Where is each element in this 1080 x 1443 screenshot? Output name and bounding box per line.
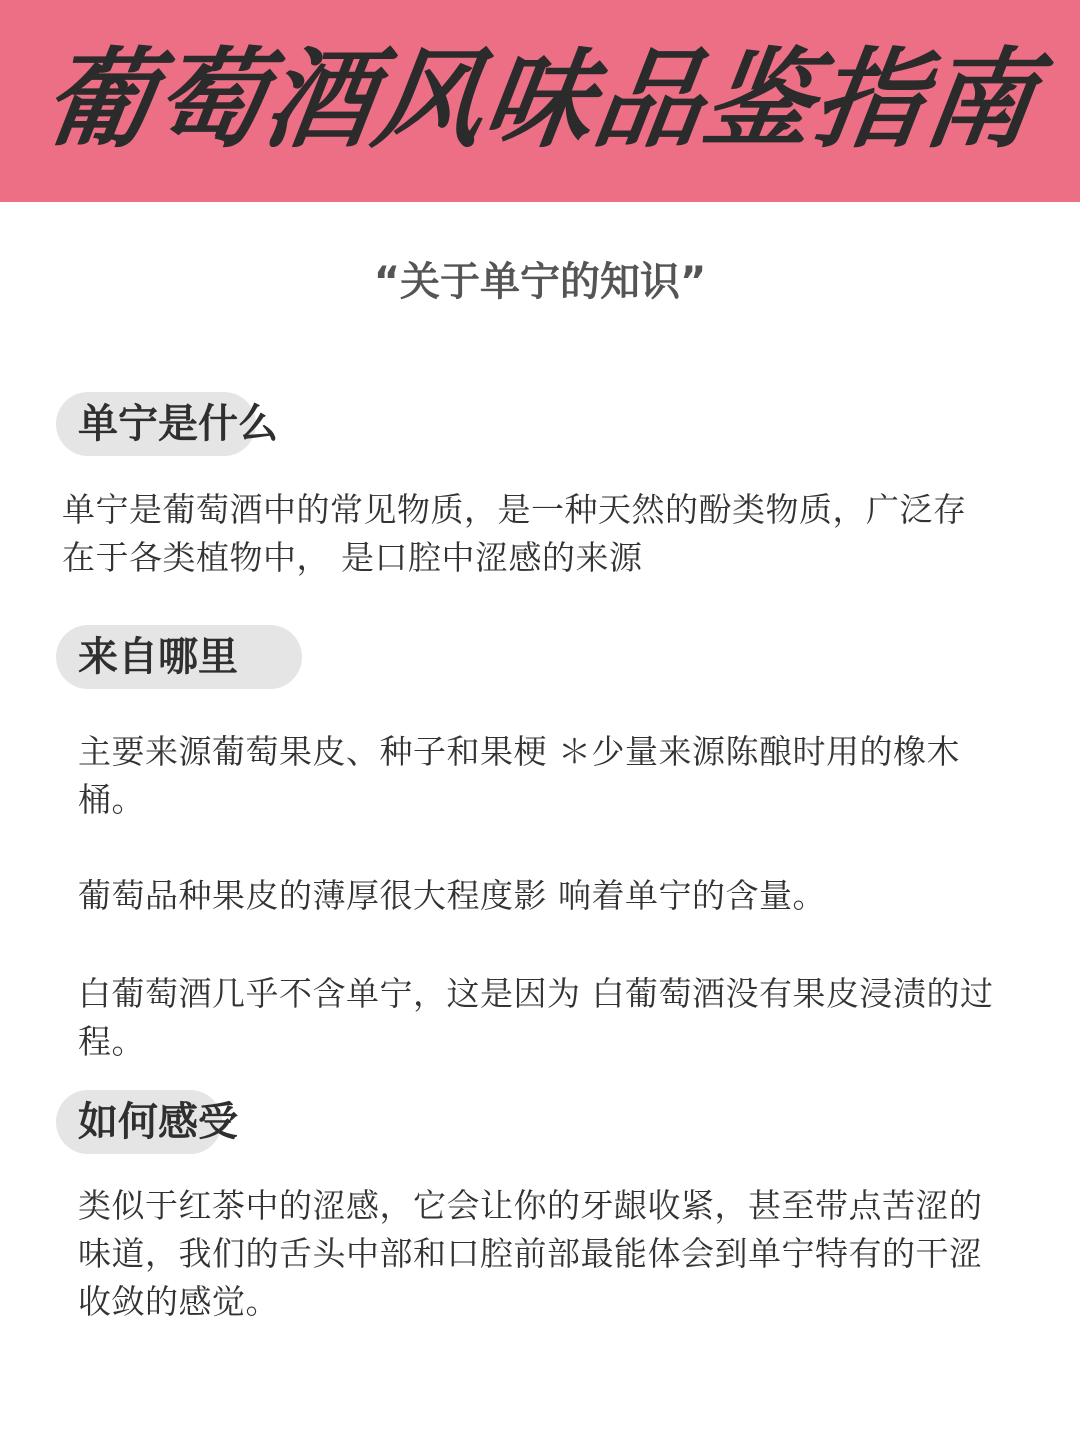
page-title: 葡萄酒风味品鉴指南 [36,38,1044,163]
paragraph-grape-skin: 葡萄品种果皮的薄厚很大程度影 响着单宁的含量。 [78,876,826,915]
section-title-what-is-tannin: 单宁是什么 [78,401,278,447]
paragraph-white-wine: 白葡萄酒几乎不含单宁，这是因为 白葡萄酒没有果皮浸渍的过程。 [78,974,994,1061]
section-title-where-from: 来自哪里 [78,634,238,680]
page-subtitle: “关于单宁的知识” [373,259,707,305]
paragraph-how-to-feel: 类似于红茶中的涩感，它会让你的牙龈收紧，甚至带点苦涩的味道，我们的舌头中部和口腔前部最能体会到单宁特有的干涩收敛的感觉。 [78,1186,983,1321]
paragraph-sources: 主要来源葡萄果皮、种子和果梗 ＊少量来源陈酿时用的橡木桶。 [78,732,960,819]
paragraph-what-is-tannin: 单宁是葡萄酒中的常见物质，是一种天然的酚类物质，广泛存在于各类植物中， 是口腔中涩感的来源 [62,490,967,577]
section-title-how-to-feel: 如何感受 [78,1099,238,1145]
